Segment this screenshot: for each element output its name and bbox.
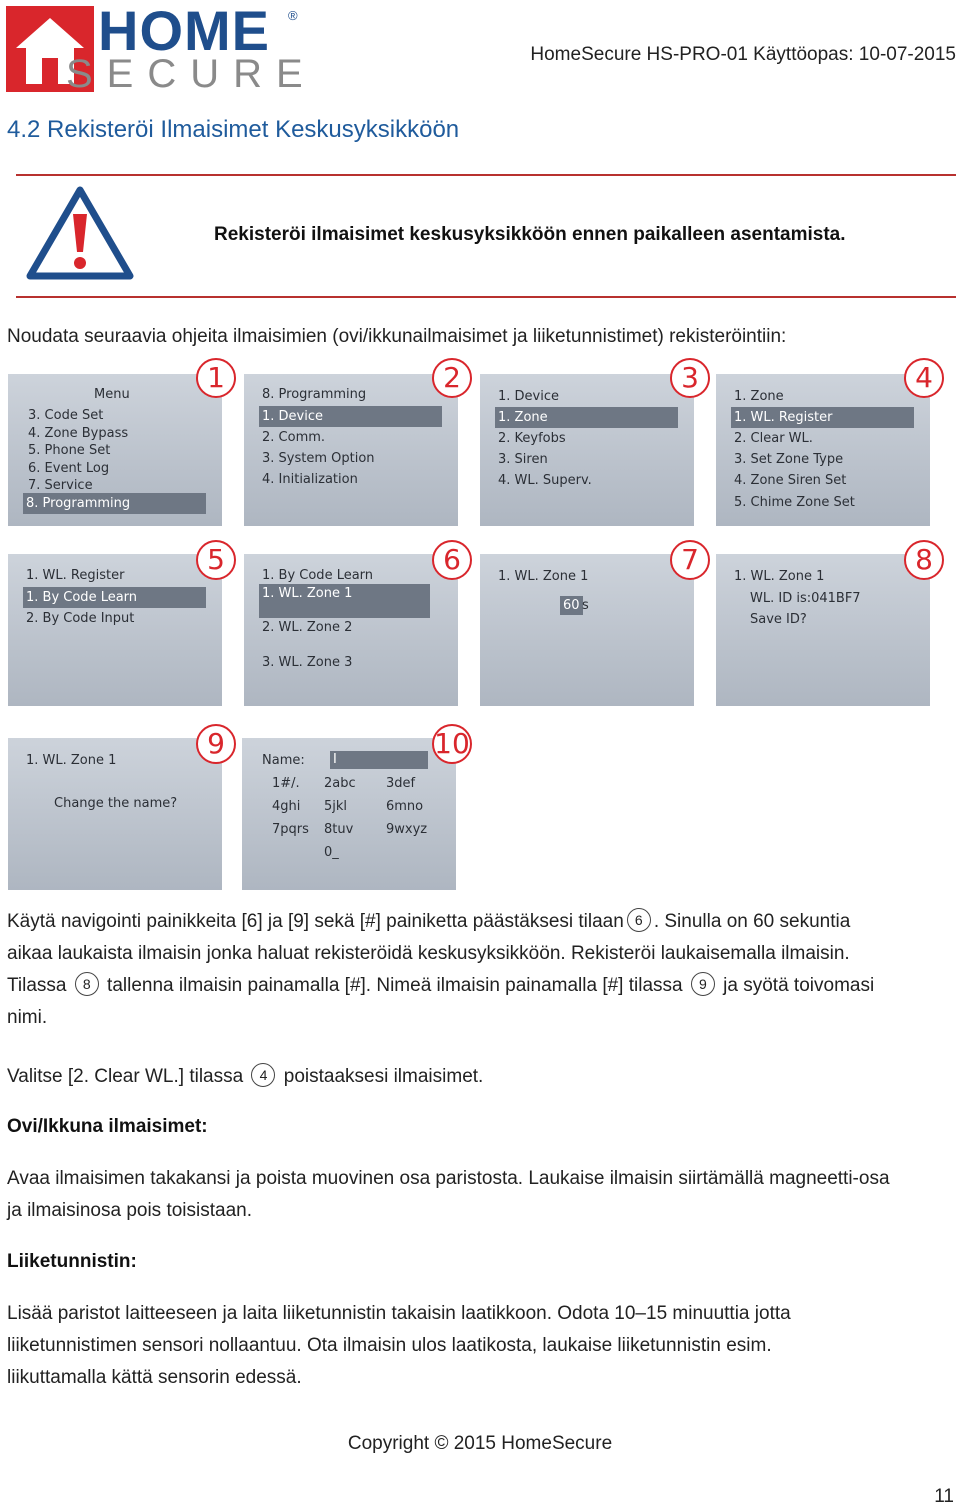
step-ref-6: 6 [627,908,651,932]
screen-line: 1. By Code Learn [262,568,374,583]
door-window-heading: Ovi/Ikkuna ilmaisimet: [7,1116,208,1137]
text-span: liikuttamalla kättä sensorin edessä. [7,1367,302,1388]
screen-line: Save ID? [750,612,807,627]
screen-title: Menu [94,387,130,402]
screen-selected-line: 8. Programming [23,493,206,514]
lcd-screen-step-8 [716,554,930,706]
key-label: 5jkl [324,799,348,814]
screen-line: 2. Clear WL. [734,431,813,446]
section-title: 4.2 Rekisteröi Ilmaisimet Keskusyksikköön [7,116,460,143]
door-window-text [7,1163,890,1227]
screen-line: 6. Event Log [28,461,110,476]
step-badge-2: 2 [432,358,472,398]
step-badge-8: 8 [904,540,944,580]
screen-line: 4. Initialization [262,472,358,487]
screen-line: 1. WL. Zone 1 [734,569,825,584]
step-badge-4: 4 [904,358,944,398]
warning-icon [26,186,134,280]
text-span: ja syötä toivomasi [723,975,875,996]
step-badge-9: 9 [196,724,236,764]
lcd-screen-step-10 [242,738,456,890]
text-span: Käytä navigointi painikkeita [6] ja [9] sekä [#] painiketta päästäksesi tilaan [7,911,624,932]
screen-line: 3. WL. Zone 3 [262,655,353,670]
text-span: Valitse [2. Clear WL.] tilassa [7,1066,244,1087]
screen-line: 3. System Option [262,451,375,466]
text-span: poistaaksesi ilmaisimet. [283,1066,484,1087]
name-label: Name: [262,753,305,768]
text-span: Lisää paristot laitteeseen ja laita liiketunnistin takaisin laatikkoon. Odota 10–15 minuuttia jotta [7,1303,791,1324]
document-header: HomeSecure HS-PRO-01 Käyttöopas: 10-07-2015 [530,44,956,65]
step-badge-7: 7 [670,540,710,580]
clear-instructions [7,1061,483,1093]
name-input-cursor: I [330,751,428,769]
screen-line: 1. Device [498,389,559,404]
screen-line: WL. ID is:041BF7 [750,591,861,606]
text-span: . Sinulla on 60 sekuntia [653,911,851,932]
countdown-counter: 60 [560,596,583,615]
text-span: liiketunnistimen sensori nollaantuu. Ota ilmaisin ulos laatikosta, laukaise liiketunnistin esim. [7,1335,772,1356]
screen-line: 2. Comm. [262,430,326,445]
divider-top [16,174,956,176]
divider-bottom [16,296,956,298]
screen-line: 3. Code Set [28,408,104,423]
lcd-screen-step-3 [480,374,694,526]
logo-word-secure: SECURE [66,52,317,96]
step-badge-10: 10 [432,724,472,764]
screen-line: 1. WL. Zone 1 [498,569,589,584]
text-span: aikaa laukaista ilmaisin jonka haluat rekisteröidä keskusyksikköön. Rekisteröi laukaisemalla ilmaisin. [7,943,850,964]
page-number: 11 [934,1486,954,1507]
step-badge-1: 1 [196,358,236,398]
lcd-screen-step-6 [244,554,458,706]
key-label: 8tuv [324,822,354,837]
screen-line: 1. WL. Zone 1 [26,753,117,768]
motion-text [7,1298,791,1394]
motion-heading: Liiketunnistin: [7,1251,137,1272]
step-ref-4: 4 [251,1063,275,1087]
screen-line: 5. Phone Set [28,443,111,458]
key-label: 7pqrs [272,822,309,837]
screen-line: 2. Keyfobs [498,431,566,446]
key-label: 4ghi [272,799,301,814]
step-ref-8: 8 [75,972,99,996]
lcd-screen-step-9 [8,738,222,890]
intro-text: Noudata seuraavia ohjeita ilmaisimien (ovi/ikkunailmaisimet ja liiketunnistimet) rekisteröintiin: [7,326,787,347]
screen-line: 1. Zone [734,389,784,404]
screen-line: 4. Zone Bypass [28,426,129,441]
step-badge-6: 6 [432,540,472,580]
screen-selected-line: 1. WL. Zone 1 [259,584,430,618]
homesecure-logo [6,0,317,96]
countdown-unit: s [582,598,589,613]
copyright-footer: Copyright © 2015 HomeSecure [347,1433,613,1454]
screen-line: 7. Service [28,478,93,493]
screen-line: 3. Siren [498,452,548,467]
text-span: tallenna ilmaisin painamalla [#]. Nimeä ilmaisin painamalla [#] tilassa [107,975,683,996]
lcd-screen-step-7 [480,554,694,706]
text-span: nimi. [7,1007,48,1028]
instructions-paragraph [7,906,874,1034]
key-label: 6mno [386,799,424,814]
text-span: Avaa ilmaisimen takakansi ja poista muovinen osa paristosta. Laukaise ilmaisin siirtämällä magneetti-osa [7,1168,890,1189]
screen-selected-line: 1. WL. Register [731,407,914,428]
screen-line: 2. By Code Input [26,611,135,626]
key-label: 3def [386,776,416,791]
lcd-screen-step-2 [244,374,458,526]
screen-line: 4. WL. Superv. [498,473,592,488]
key-label: 2abc [324,776,356,791]
screen-line: 2. WL. Zone 2 [262,620,353,635]
screen-line: Change the name? [54,796,178,811]
screen-line: 8. Programming [262,387,367,402]
text-span: ja ilmaisinosa pois toisistaan. [7,1200,253,1221]
screen-selected-line: 1. By Code Learn [23,587,206,608]
screen-line: 3. Set Zone Type [734,452,844,467]
key-label: 1#/. [272,776,300,791]
lcd-screen-step-5 [8,554,222,706]
logo-registered-mark: ® [288,8,298,23]
step-ref-9: 9 [691,972,715,996]
screen-line: 1. WL. Register [26,568,125,583]
key-label: 9wxyz [386,822,428,837]
text-span: Tilassa [7,975,67,996]
step-badge-3: 3 [670,358,710,398]
lcd-screen-step-4 [716,374,930,526]
screen-selected-line: 1. Zone [495,407,678,428]
screen-selected-line: 1. Device [259,406,442,427]
step-badge-5: 5 [196,540,236,580]
warning-text: Rekisteröi ilmaisimet keskusyksikköön ennen paikalleen asentamista. [214,224,846,245]
logo-word-home: HOME [98,0,270,62]
key-label: 0_ [324,845,339,860]
lcd-screen-step-1 [8,374,222,526]
screen-line: 5. Chime Zone Set [734,495,855,510]
screen-line: 4. Zone Siren Set [734,473,847,488]
